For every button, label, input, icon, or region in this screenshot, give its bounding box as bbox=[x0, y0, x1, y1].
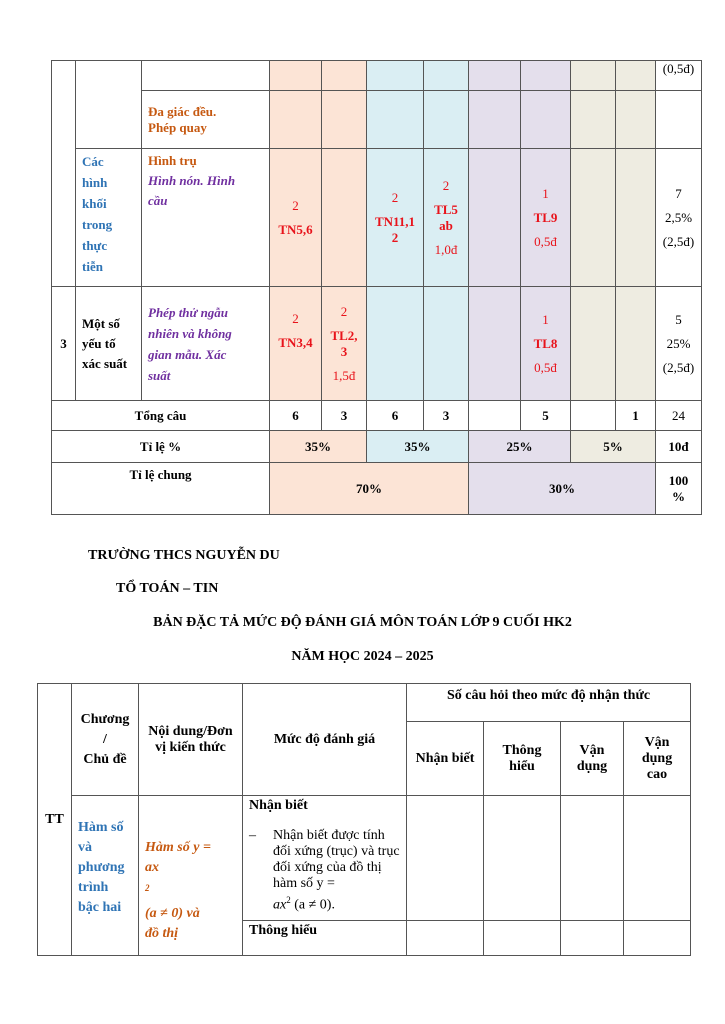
prob-total: 5 25% (2,5đ) bbox=[656, 287, 702, 401]
tt-header: TT bbox=[38, 684, 72, 956]
total-q-8: 1 bbox=[616, 401, 656, 431]
vdc-header: Vận dụng cao bbox=[624, 722, 691, 796]
prob-topic-cell: Một số yếu tố xác suất bbox=[76, 287, 142, 401]
vd-header: Vận dụng bbox=[561, 722, 624, 796]
total-q-2: 3 bbox=[322, 401, 367, 431]
school-year: NĂM HỌC 2024 – 2025 bbox=[291, 649, 434, 664]
total-q-4: 3 bbox=[424, 401, 469, 431]
topic-cell bbox=[76, 61, 142, 149]
overall-total: 100 % bbox=[656, 463, 702, 515]
chapter-header: Chương / Chủ đề bbox=[72, 684, 139, 796]
school-name: TRƯỜNG THCS NGUYỄN DU bbox=[88, 548, 280, 563]
ratio-vdc: 5% bbox=[571, 431, 656, 463]
overall-ratio-label: Tỉ lệ chung bbox=[52, 463, 270, 515]
solids-tl-th: 2 TL5 ab 1,0đ bbox=[424, 149, 469, 287]
matrix-table bbox=[51, 60, 702, 515]
row-chapter-cell: Hàm số và phương trình bậc hai bbox=[72, 796, 139, 956]
solids-tl-vd: 1 TL9 0,5đ bbox=[521, 149, 571, 287]
solids-tn-nb: 2 TN5,6 bbox=[270, 149, 322, 287]
overall-ratio-a: 70% bbox=[270, 463, 469, 515]
content-cell bbox=[142, 61, 270, 91]
prob-content-cell: Phép thử ngẫu nhiên và không gian mẫu. Xác suất bbox=[142, 287, 270, 401]
total-q-6: 5 bbox=[521, 401, 571, 431]
prob-tl-vd: 1 TL8 0,5đ bbox=[521, 287, 571, 401]
ratio-points: 10đ bbox=[656, 431, 702, 463]
prob-tn-nb: 2 TN3,4 bbox=[270, 287, 322, 401]
question-count-header: Số câu hỏi theo mức độ nhận thức bbox=[407, 684, 691, 722]
total-q-5 bbox=[469, 401, 521, 431]
prob-index: 3 bbox=[52, 287, 76, 401]
index-cell bbox=[52, 61, 76, 287]
ratio-nb: 35% bbox=[270, 431, 367, 463]
level-nb-cell: Nhận biết – Nhận biết được tính đối xứng (trục) và trục đối xứng của đồ thị hàm số y = $ax^2$ (a ≠ 0). bbox=[243, 796, 407, 921]
total-cell: (0,5đ) bbox=[656, 61, 702, 91]
ratio-th: 35% bbox=[367, 431, 469, 463]
ratio-label: Tỉ lệ % bbox=[52, 431, 270, 463]
solids-content-cell: Hình trụ Hình nón. Hình cầu bbox=[142, 149, 270, 287]
spec-table bbox=[37, 683, 691, 956]
overall-ratio-b: 30% bbox=[469, 463, 656, 515]
level-header: Mức độ đánh giá bbox=[243, 684, 407, 796]
total-q-1: 6 bbox=[270, 401, 322, 431]
row-content-cell: Hàm số y = ax $^2$ (a ≠ 0) và đồ thị bbox=[139, 796, 243, 956]
department-name: TỔ TOÁN – TIN bbox=[116, 581, 219, 596]
content-header: Nội dung/Đơn vị kiến thức bbox=[139, 684, 243, 796]
total-q-7 bbox=[571, 401, 616, 431]
total-questions-label: Tổng câu bbox=[52, 401, 270, 431]
solids-tn-th: 2 TN11,1 2 bbox=[367, 149, 424, 287]
total-q-sum: 24 bbox=[656, 401, 702, 431]
solids-topic-cell: Các hình khối trong thực tiễn bbox=[76, 149, 142, 287]
polygon-content-cell: Đa giác đều. Phép quay bbox=[142, 91, 270, 149]
ratio-vd: 25% bbox=[469, 431, 571, 463]
nb-header: Nhận biết bbox=[407, 722, 484, 796]
total-q-3: 6 bbox=[367, 401, 424, 431]
solids-total: 7 2,5% (2,5đ) bbox=[656, 149, 702, 287]
document-title: BẢN ĐẶC TẢ MỨC ĐỘ ĐÁNH GIÁ MÔN TOÁN LỚP 9 CUỐI HK2 bbox=[153, 615, 572, 630]
th-header: Thông hiểu bbox=[484, 722, 561, 796]
level-th-cell: Thông hiểu bbox=[243, 921, 407, 956]
prob-tl-nb: 2 TL2, 3 1,5đ bbox=[322, 287, 367, 401]
